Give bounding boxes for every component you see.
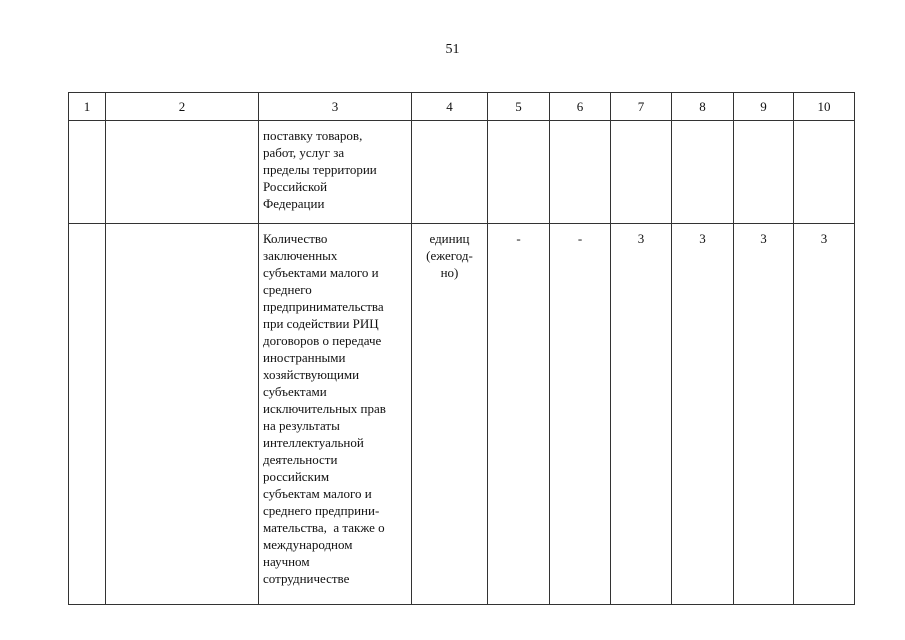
- text-line: сотрудничестве: [263, 571, 350, 586]
- indicator-text-continued: [259, 121, 412, 224]
- text-line: предпринимательства: [263, 299, 384, 314]
- text-line: заключенных: [263, 248, 338, 263]
- value-col9: 3: [734, 224, 794, 605]
- cell-col5: [488, 121, 550, 224]
- cell-col6: [550, 121, 611, 224]
- text-line: деятельности: [263, 452, 338, 467]
- text-line: научном: [263, 554, 310, 569]
- value-col8: 3: [672, 224, 734, 605]
- unit-line: единиц: [429, 231, 470, 246]
- text-line: российским: [263, 469, 330, 484]
- cell-col10: [794, 121, 855, 224]
- column-header-4: 4: [412, 93, 488, 121]
- value-col10: 3: [794, 224, 855, 605]
- cell-col7: [611, 121, 672, 224]
- indicators-table: [68, 92, 855, 605]
- cell-col4: [412, 121, 488, 224]
- text-line: договоров о передаче: [263, 333, 382, 348]
- table-row: [69, 121, 855, 224]
- page-number: 51: [445, 42, 460, 57]
- text-line: субъектами: [263, 384, 327, 399]
- unit-line: но): [440, 265, 459, 280]
- cell-col1: [69, 121, 106, 224]
- text-line: Российской: [263, 179, 328, 194]
- text-line: хозяйствующими: [263, 367, 360, 382]
- text-line: поставку товаров,: [263, 128, 363, 143]
- cell-col2: [106, 224, 259, 605]
- text-line: среднего: [263, 282, 312, 297]
- text-line: при содействии РИЦ: [263, 316, 379, 331]
- value-col5: -: [488, 224, 550, 605]
- column-header-3: 3: [259, 93, 412, 121]
- unit-line: (ежегод-: [426, 248, 473, 263]
- text-line: пределы территории: [263, 162, 377, 177]
- cell-col1: [69, 224, 106, 605]
- column-header-8: 8: [672, 93, 734, 121]
- text-line: иностранными: [263, 350, 346, 365]
- column-header-9: 9: [734, 93, 794, 121]
- text-line: на результаты: [263, 418, 340, 433]
- cell-col8: [672, 121, 734, 224]
- column-header-5: 5: [488, 93, 550, 121]
- value-col6: -: [550, 224, 611, 605]
- unit-cell: [412, 224, 488, 605]
- column-header-10: 10: [794, 93, 855, 121]
- text-line: интеллектуальной: [263, 435, 364, 450]
- column-header-7: 7: [611, 93, 672, 121]
- text-line: среднего предприни-: [263, 503, 380, 518]
- column-header-1: 1: [69, 93, 106, 121]
- table-header-row: [69, 93, 855, 121]
- text-line: мательства, а также о: [263, 520, 385, 535]
- value-col7: 3: [611, 224, 672, 605]
- text-line: работ, услуг за: [263, 145, 345, 160]
- text-line: субъектами малого и: [263, 265, 379, 280]
- cell-col9: [734, 121, 794, 224]
- text-line: субъектам малого и: [263, 486, 372, 501]
- text-line: исключительных прав: [263, 401, 386, 416]
- text-line: международном: [263, 537, 353, 552]
- column-header-6: 6: [550, 93, 611, 121]
- column-header-2: 2: [106, 93, 259, 121]
- text-line: Федерации: [263, 196, 325, 211]
- table-row: [69, 224, 855, 605]
- cell-col2: [106, 121, 259, 224]
- text-line: Количество: [263, 231, 328, 246]
- indicator-name: [259, 224, 412, 605]
